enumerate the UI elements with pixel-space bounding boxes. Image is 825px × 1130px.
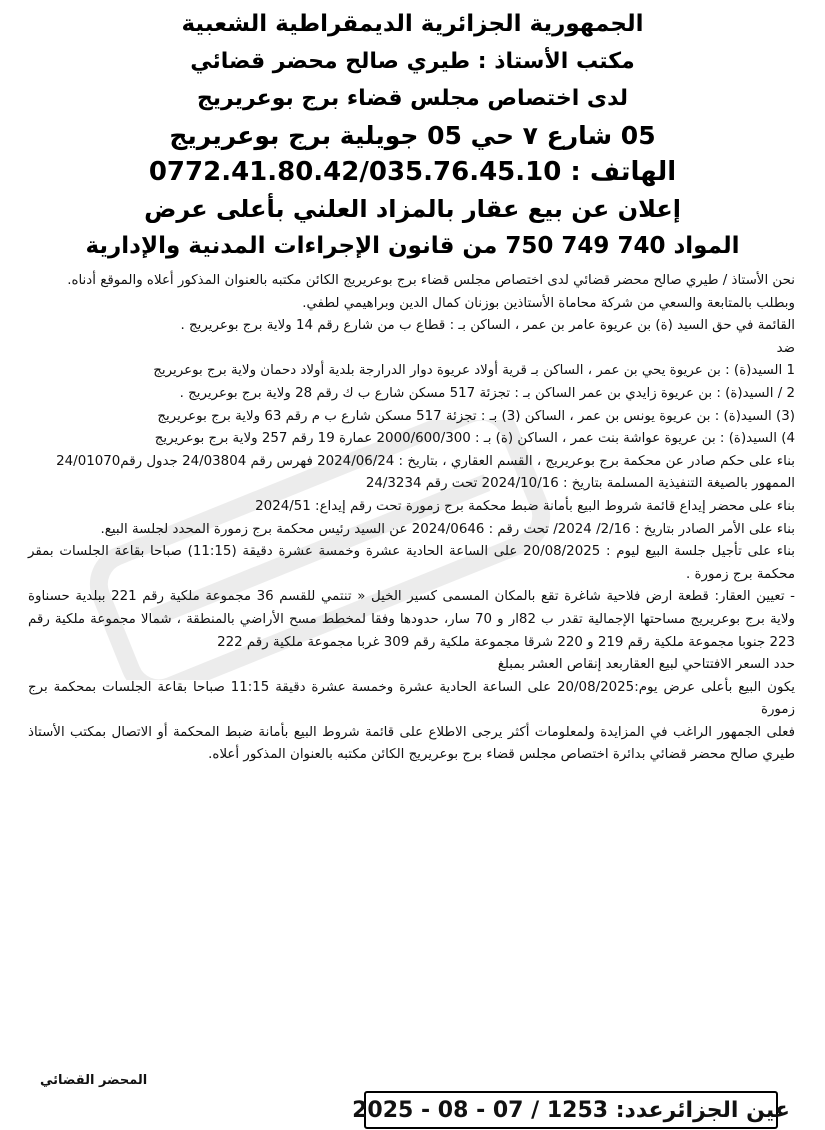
paragraph-sale-date: يكون البيع بأعلى عرض يوم:20/08/2025 على الساعة الحادية عشرة وخمسة عشرة دقيقة 11:15 صباحا بقاعة الجلسات بمحكمة برج زمورة — [28, 679, 796, 718]
bailiff-signature: المحضر القضائي — [40, 1073, 148, 1088]
office-name: مكتب الأستاذ : طيري صالح محضر قضائي — [190, 49, 635, 74]
document-header — [20, 6, 805, 265]
legal-articles: المواد 740 749 750 من قانون الإجراءات المدنية والإدارية — [85, 233, 740, 259]
paragraph-against: ضد — [776, 340, 795, 356]
paragraph-court-order: بناء على الأمر الصادر بتاريخ : 2/16/ 2024/ تحت رقم : 2024/0646 عن السيد رئيس محكمة برج زمورة المحدد لجلسة البيع. — [100, 521, 795, 537]
announcement-title: إعلان عن بيع عقار بالمزاد العلني بأعلى عرض — [144, 195, 681, 223]
paragraph-executive-formula: الممهور بالصيغة التنفيذية المسلمة بتاريخ : 2024/10/16 تحت رقم 24/3234 — [365, 476, 795, 492]
paragraph-intro: نحن الأستاذ / طيري صالح محضر قضائي لدى اختصاص مجلس قضاء برج بوعريريج الكائن مكتبه بالعنوان المذكور أعلاه والموقع أدناه. — [67, 273, 795, 288]
paragraph-request: وبطلب بالمتابعة والسعي من شركة محاماة الأستاذين بوزنان كمال الدين وبراهيمي لطفي. — [302, 295, 795, 311]
paragraph-claimant: القائمة في حق السيد (ة) بن عريوة عامر بن عمر ، الساكن بـ : قطاع ب من شارع رقم 14 ولاية برج بوعريريج . — [180, 318, 795, 334]
paragraph-defendant-4: 4) السيد(ة) : بن عريوة عواشة بنت عمر ، الساكن (ة) بـ : 2000/600/300 عمارة 19 رقم 257 ولاية برج بوعريريج — [154, 431, 795, 447]
publication-reference: عين الجزائرعدد: 1253 / 07 - 08 - 2025 — [364, 1091, 778, 1129]
paragraph-opening-price: حدد السعر الافتتاحي لبيع العقاربعد إنقاص العشر بمبلغ — [497, 657, 795, 673]
paragraph-defendant-2: 2 / السيد(ة) : بن عريوة زايدي بن عمر الساكن بـ : تجزئة 517 مسكن شارع ب ك رقم 28 ولاية برج بوعريريج . — [179, 385, 795, 401]
republic-title: الجمهورية الجزائرية الديمقراطية الشعبية — [181, 11, 644, 37]
paragraph-postponement: بناء على تأجيل جلسة البيع ليوم : 20/08/2025 على الساعة الحادية عشرة وخمسة عشرة دقيقة (11:15) صباحا بقاعة الجلسات بمقر محكمة برج زمورة . — [28, 544, 795, 582]
paragraph-judgment: بناء على حكم صادر عن محكمة برج بوعريريج ، القسم العقاري ، بتاريخ : 2024/06/24 فهرس رقم 24/03804 جدول رقم24/01070 — [56, 453, 795, 469]
office-phone: الهاتف : 0772.41.80.42/035.76.45.10 — [148, 157, 677, 187]
office-address: 05 شارع ٧ حي 05 جويلية برج بوعريريج — [169, 121, 656, 150]
announcement-body — [28, 270, 795, 767]
paragraph-public-notice: فعلى الجمهور الراغب في المزايدة ولمعلومات أكثر يرجى الاطلاع على قائمة شروط البيع بأمانة ضبط المحكمة أو الاتصال بمكتب الأستاذ طيري صالح محضر قضائي بدائرة اختصاص مجلس قضاء برج بوعريريج الكائن مكتبه بالعنوان المذكور أعلاه. — [28, 724, 795, 763]
paragraph-defendant-1: 1 السيد(ة) : بن عريوة يحي بن عمر ، الساكن بـ قرية أولاد عريوة دوار الدرارجة بلدية أولاد دحمان ولاية برج بوعريريج — [153, 363, 795, 379]
paragraph-deposit-record: بناء على محضر إيداع قائمة شروط البيع بأمانة ضبط محكمة برج زمورة تحت رقم إيداع: 2024/51 — [255, 498, 795, 514]
jurisdiction: لدى اختصاص مجلس قضاء برج بوعريريج — [196, 86, 629, 111]
paragraph-property: - تعيين العقار: قطعة ارض فلاحية شاغرة تقع بالمكان المسمى كسير الخيل « تنتمي للقسم 36 مجموعة ملكية رقم 221 ببلدية حسناوة ولاية برج بوعريريج مساحتها الإجمالية تقدر ب 82ار و 70 سار، حدودها وفقا لمخطط مسح الأراضي بالمنطقة ، شمالا مجموعة ملكية رقم 223 جنوبا مجموعة ملكية رقم 219 و 220 شرقا مجموعة ملكية رقم 309 غربا مجموعة ملكية رقم 222 — [28, 589, 796, 650]
paragraph-defendant-3: (3) السيد(ة) : بن عريوة يونس بن عمر ، الساكن (3) بـ : تجزئة 517 مسكن شارع ب م رقم 63 ولاية برج بوعريريج — [157, 408, 795, 424]
